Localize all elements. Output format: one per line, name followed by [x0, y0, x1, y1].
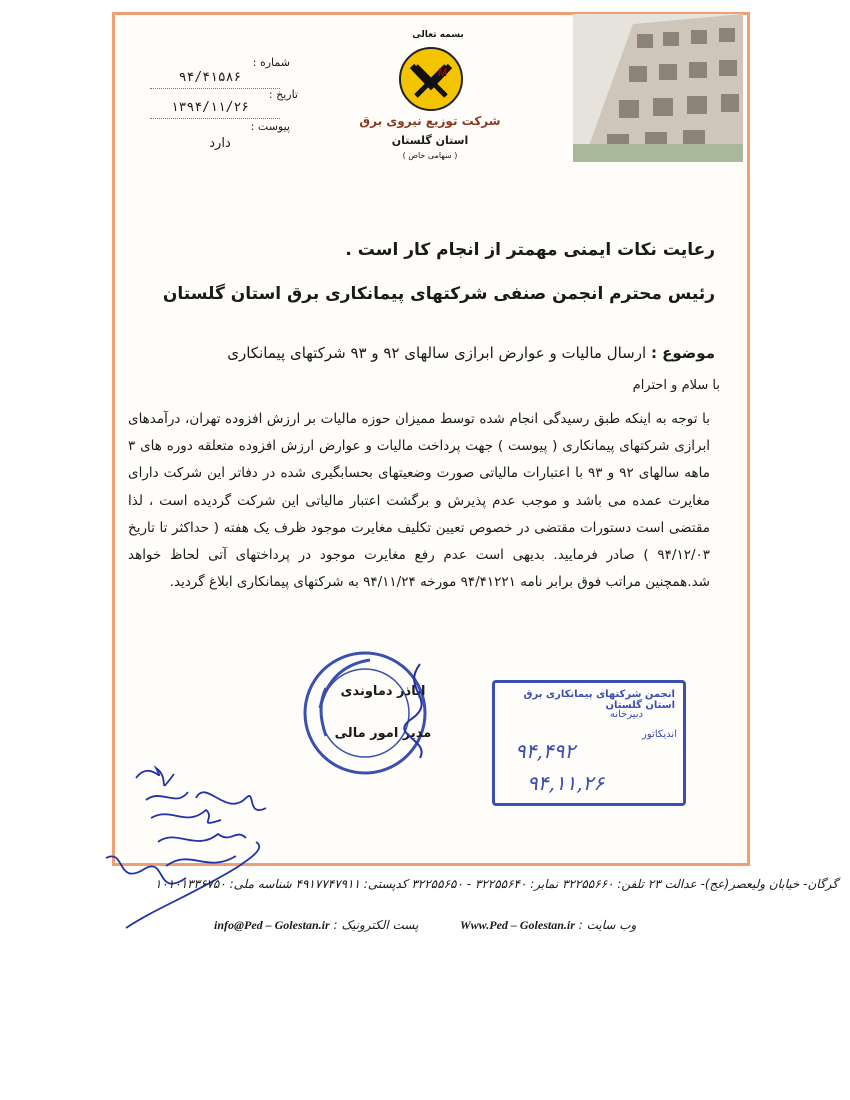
signature-mark [390, 660, 450, 760]
svg-text:M: M [438, 67, 448, 79]
footer-email [214, 918, 418, 933]
handwritten-note [96, 748, 276, 938]
stamp-date: ۹۴,۱۱,۲۶ [527, 771, 605, 795]
subject-label: موضوع : [650, 344, 715, 362]
number-dots [150, 88, 280, 89]
website-label: وب سایت : [578, 918, 637, 932]
header-invocation: بسمه تعالی [412, 30, 464, 40]
date-dots [150, 118, 280, 119]
subject-line [227, 344, 715, 362]
stamp-org: انجمن شرکتهای پیمانکاری برق استان گلستان [523, 689, 675, 711]
building-photo [573, 14, 743, 162]
signer-title: مدیر امور مالی [334, 726, 432, 741]
stamp-indicator: اندیکاتور [642, 729, 677, 740]
greeting: با سلام و احترام [632, 378, 720, 393]
company-region: استان گلستان [391, 134, 469, 147]
recipient-heading: رئیس محترم انجمن صنفی شرکتهای پیمانکاری برق استان گلستان [162, 284, 715, 304]
footer-address: گرگان- خیابان ولیعصر(عج)- عدالت ۲۳ تلفن: ۳۲۲۵۵۶۶۰ نمابر: ۳۲۲۵۵۶۴۰ - ۳۲۲۵۵۶۵۰ کدپستی: ۴۹۱۷۷۴۷۹۱۱ شناسه ملی: ۱۰۱۰۱۳۳۶۷۵۰ [154, 877, 838, 891]
letter-body: با توجه به اینکه طبق رسیدگی انجام شده توسط ممیزان حوزه مالیات بر ارزش افزوده تهران، درآمدهای ابرازی شرکتهای پیمانکاری ( پیوست ) جهت پرداخت مالیات و عوارض ارزش افزوده متعلقه دوره های ۳ ماهه سالهای ۹۲ و ۹۳ با اعتبارات مالیاتی صورت وضعیتهای بحسابگیری شده در دفاتر این شرکت دارای مغایرت عمده می باشد و موجب عدم پذیرش و برگشت اعتبار مالیاتی این شرکت گردیده است ، لذا مقتضی است دستورات مقتضی در خصوص تعیین تکلیف مغایرت موجود ظرف یک هفته ( حداکثر تا تاریخ ۹۴/۱۲/۰۳ ) صادر فرمایید. بدیهی است عدم رفع مغایرت موجود در پرداختهای آتی لحاظ خواهد شد.همچنین مراتب فوق برابر نامه ۹۴/۴۱۲۲۱ مورخه ۹۴/۱۱/۲۴ به شرکتهای پیمانکاری ابلاغ گردید. [128, 411, 710, 591]
date-value: ۱۳۹۴/۱۱/۲۶ [170, 100, 250, 115]
website-link[interactable]: Www.Ped – Golestan.ir [460, 918, 575, 932]
email-link[interactable]: info@Ped – Golestan.ir [214, 918, 330, 932]
receipt-stamp [492, 680, 686, 806]
subject-text: ارسال مالیات و عوارض ابرازی سالهای ۹۲ و ۹۳ شرکتهای پیمانکاری [227, 344, 647, 362]
company-type: ( سهامی خاص ) [402, 151, 458, 160]
footer-website [460, 918, 636, 933]
email-label: پست الکترونیک : [333, 918, 419, 932]
number-value: ۹۴/۴۱۵۸۶ [178, 70, 242, 85]
company-name: شرکت توزیع نیروی برق [359, 114, 501, 128]
signer-name: اباذر دماوندی [340, 684, 426, 699]
stamp-number: ۹۴,۴۹۲ [515, 739, 576, 763]
number-label: شماره : [252, 56, 290, 69]
safety-heading: رعایت نکات ایمنی مهمتر از انجام کار است . [345, 240, 715, 260]
company-logo [398, 46, 464, 112]
attachment-label: پیوست : [250, 120, 290, 133]
date-label: تاریخ : [268, 88, 298, 101]
stamp-office: دبیرخانه [609, 709, 643, 720]
attachment-value: دارد [209, 136, 231, 151]
